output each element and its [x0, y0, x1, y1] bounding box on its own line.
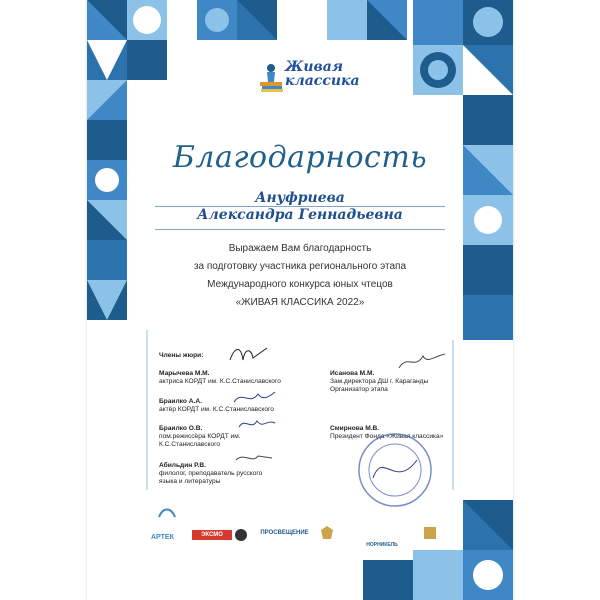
fund-logo-icon: [422, 525, 438, 541]
jury-member: Исанова М.М. Зам.директора ДШ г. Караганды Организатор этапа: [330, 370, 429, 393]
jury-member: Браилко А.А. актёр КОРДТ им. К.С.Станиславского: [159, 398, 274, 413]
emblem-icon: [234, 528, 248, 542]
certificate-title: Благодарность: [172, 140, 428, 175]
sponsor-logos: [87, 500, 513, 560]
artek-logo-icon: [157, 505, 177, 521]
body-line: «ЖИВАЯ КЛАССИКА 2022»: [235, 297, 365, 308]
body-line: Выражаем Вам благодарность: [228, 243, 372, 254]
signature-icon: [227, 342, 272, 367]
divider: [155, 229, 445, 230]
logo-line2: классика: [285, 73, 360, 89]
artek-label: АРТЕК: [151, 534, 174, 541]
body-line: Международного конкурса юных чтецов: [207, 279, 393, 290]
jury-member: Смирнова М.В. Президент Фонда «Живая классика»: [330, 425, 444, 440]
prosveshchenie-logo: ПРОСВЕЩЕНИЕ: [260, 530, 309, 536]
signature-icon: [397, 350, 447, 375]
certificate-body: [87, 240, 513, 312]
recipient-surname: Ануфриева: [255, 190, 345, 206]
logo-line1: Живая: [285, 59, 343, 75]
body-line: за подготовку участника регионального этапа: [193, 261, 407, 272]
signature-icon: [237, 415, 277, 435]
jury-member: Браилко О.В. пом.режиссёра КОРДТ им. К.С.Станиславского: [159, 425, 241, 448]
signature-icon: [232, 388, 277, 408]
logo-wordmark: [285, 59, 360, 89]
jury-member: Абильдин Р.В. филолог, преподаватель русского языка и литературы: [159, 462, 263, 485]
jury-heading: Члены жюри:: [159, 352, 204, 359]
certificate-page: [87, 0, 513, 600]
stamp-icon: [355, 430, 435, 510]
signature-icon: [234, 450, 274, 468]
recipient-given-names: Александра Геннадьевна: [197, 207, 403, 223]
eksmo-logo: ЭКСМО: [192, 530, 232, 540]
nornickel-logo: НОРНИКЕЛЬ: [366, 542, 398, 548]
coat-of-arms-icon: [319, 525, 335, 541]
jury-member: Марычева М.М. актриса КОРДТ им. К.С.Станиславского: [159, 370, 281, 385]
